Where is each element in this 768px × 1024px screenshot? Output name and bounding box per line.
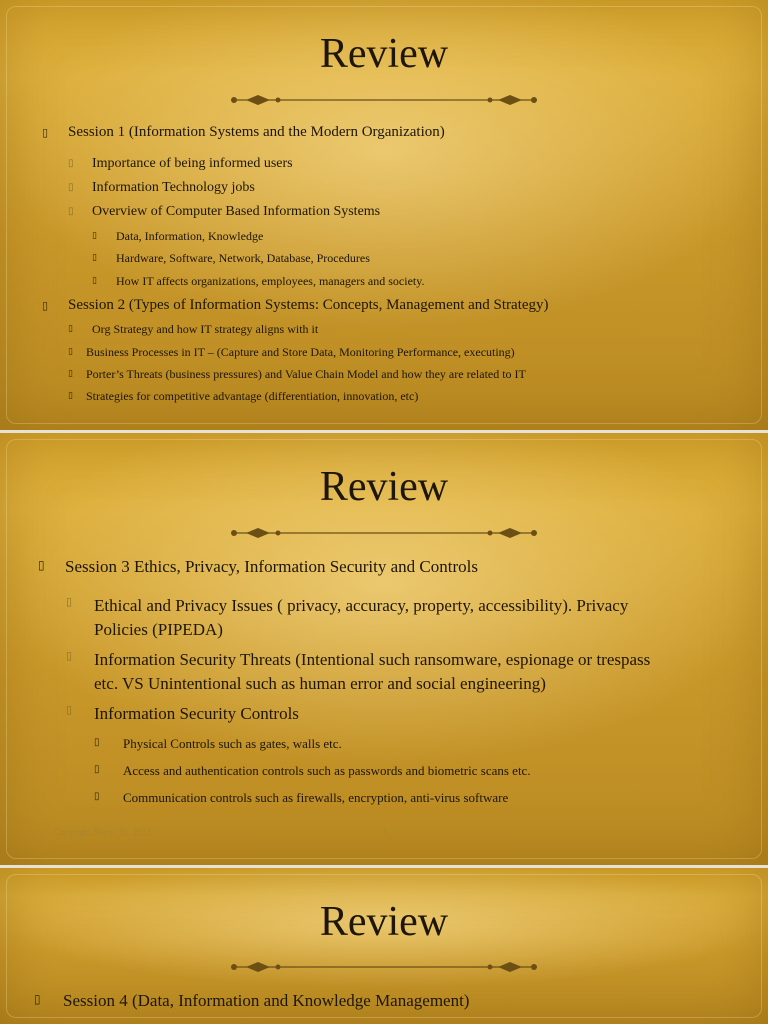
list-item: Business Processes in IT – (Capture and Store Data, Monitoring Performance, executing) xyxy=(86,345,515,359)
bullet-icon: ▯ xyxy=(66,703,73,716)
list-item: Information Security Controls xyxy=(94,704,299,723)
list-item: Session 1 (Information Systems and the Modern Organization) xyxy=(68,124,445,140)
list-item: Porter’s Threats (business pressures) and Value Chain Model and how they are related to IT xyxy=(86,367,526,381)
list-item: Overview of Computer Based Information Systems xyxy=(92,204,381,219)
bullet-icon: ▯ xyxy=(68,158,74,169)
bullet-icon: ▯ xyxy=(94,764,100,775)
bullet-icon: ▯ xyxy=(68,347,73,357)
bullet-icon: ▯ xyxy=(68,391,73,401)
bullet-icon: ▯ xyxy=(42,126,49,139)
list-item: Data, Information, Knowledge xyxy=(116,229,264,243)
list-item: Ethical and Privacy Issues ( privacy, accuracy, property, accessibility). Privacy xyxy=(94,596,629,615)
bullet-icon: ▯ xyxy=(92,276,97,286)
bullet-icon: ▯ xyxy=(68,182,74,193)
slide-2 xyxy=(0,433,768,865)
bullet-icon: ▯ xyxy=(94,791,100,802)
list-item: Access and authentication controls such as passwords and biometric scans etc. xyxy=(123,763,531,778)
list-item: Session 3 Ethics, Privacy, Information Security and Controls xyxy=(65,557,478,576)
list-item-continued: etc. VS Unintentional such as human error and social engineering) xyxy=(94,674,546,693)
list-item: Information Security Threats (Intentional such ransomware, espionage or trespass xyxy=(94,650,651,669)
list-item: How IT affects organizations, employees, managers and society. xyxy=(116,274,425,288)
bullet-icon: ▯ xyxy=(68,324,73,334)
list-item: Information Technology jobs xyxy=(92,180,255,195)
slide-title: Review xyxy=(319,464,449,510)
list-item: Physical Controls such as gates, walls etc. xyxy=(123,736,342,751)
bullet-icon: ▯ xyxy=(66,649,73,662)
bullet-icon: ▯ xyxy=(66,595,73,608)
bullet-icon: ▯ xyxy=(92,231,97,241)
list-item: Strategies for competitive advantage (differentiation, innovation, etc) xyxy=(86,389,419,403)
list-item: Session 2 (Types of Information Systems: Concepts, Management and Strategy) xyxy=(68,297,549,313)
slide-title: Review xyxy=(319,899,449,945)
page-number: 3 xyxy=(382,827,387,837)
list-item: Communication controls such as firewalls, encryption, anti-virus software xyxy=(123,790,509,805)
bullet-icon: ▯ xyxy=(92,253,97,263)
bullet-icon: ▯ xyxy=(68,206,74,217)
slide-3 xyxy=(0,868,768,1024)
bullet-icon: ▯ xyxy=(38,558,45,572)
slide-1 xyxy=(0,0,768,430)
footer-copyright: Copyright Sheryl Tu, 2022 xyxy=(54,827,151,837)
slide-title: Review xyxy=(319,31,449,77)
list-item-continued: Policies (PIPEDA) xyxy=(94,620,223,639)
ornament-divider xyxy=(224,525,544,541)
ornament-divider xyxy=(224,92,544,108)
list-item: Org Strategy and how IT strategy aligns with it xyxy=(92,322,319,336)
bullet-icon: ▯ xyxy=(42,299,49,312)
list-item: Session 4 (Data, Information and Knowledge Management) xyxy=(63,991,470,1010)
bullet-icon: ▯ xyxy=(94,737,100,748)
bullet-icon: ▯ xyxy=(34,992,41,1006)
ornament-divider xyxy=(224,959,544,975)
list-item: Hardware, Software, Network, Database, Procedures xyxy=(116,251,370,265)
list-item: Importance of being informed users xyxy=(92,156,293,171)
bullet-icon: ▯ xyxy=(68,369,73,379)
